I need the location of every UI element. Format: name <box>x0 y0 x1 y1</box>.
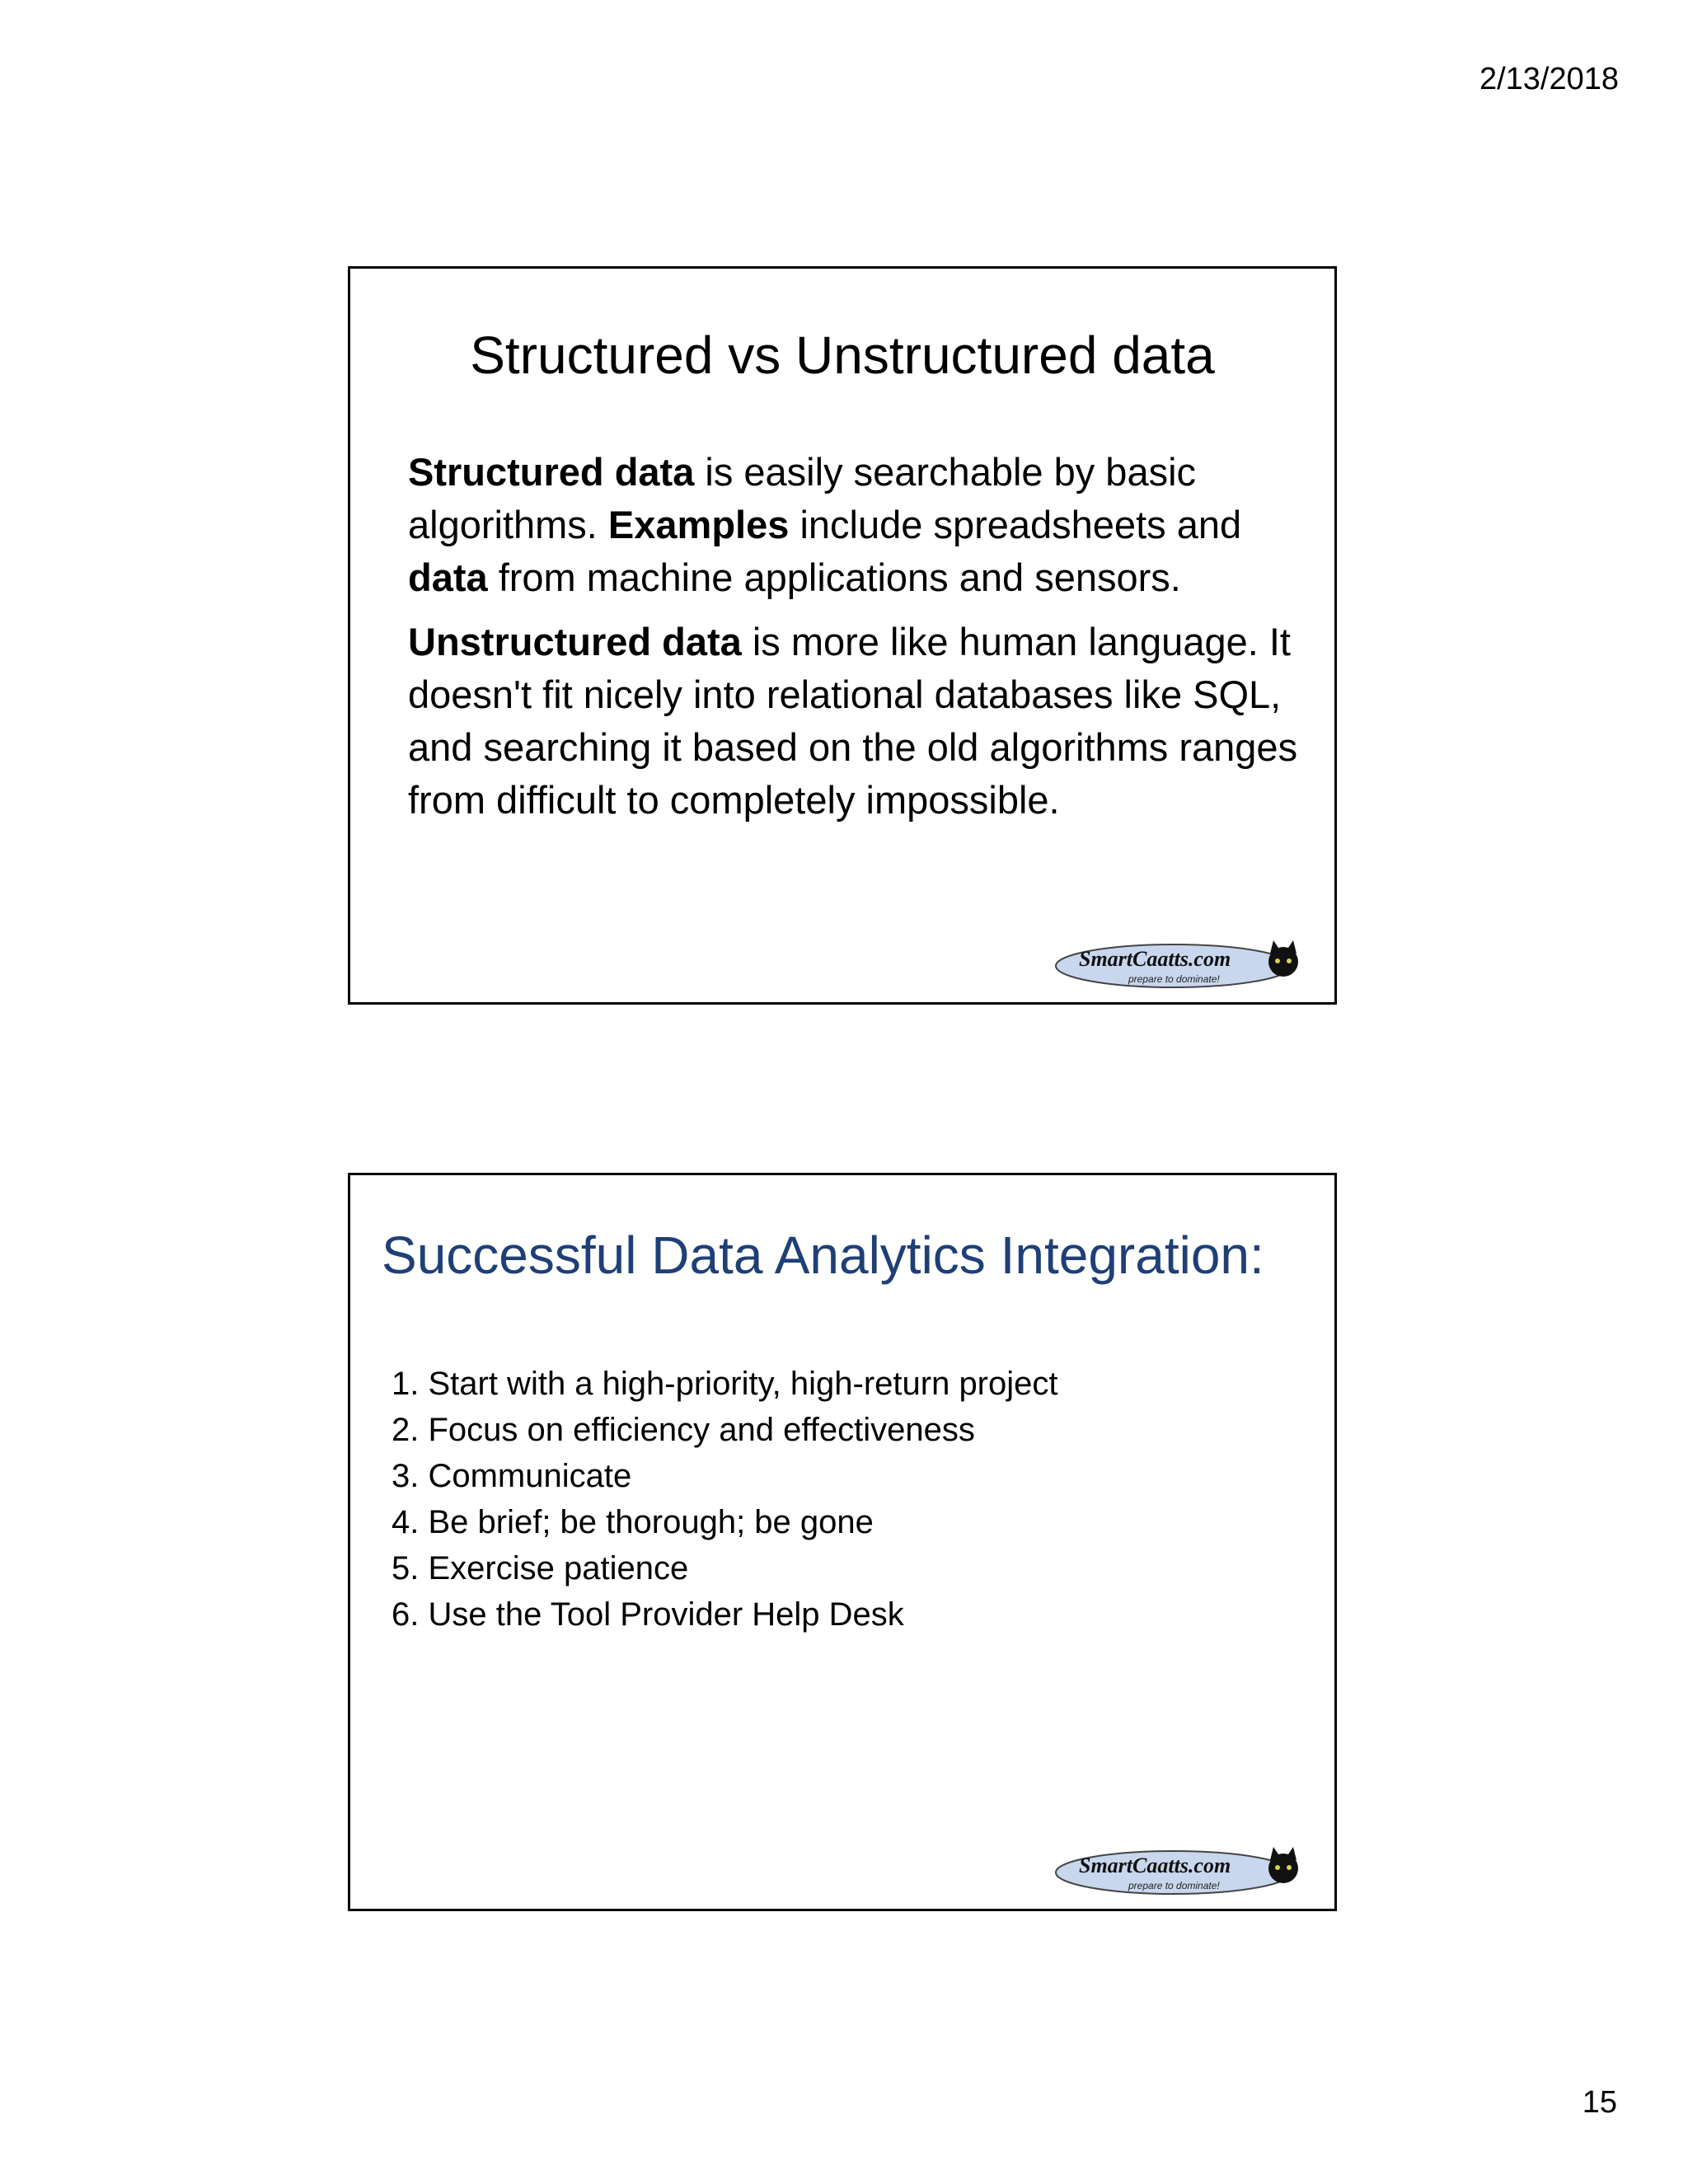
slide-structured-vs-unstructured <box>348 266 1337 1005</box>
paragraph-text: include spreadsheets and <box>789 503 1242 546</box>
structured-data-paragraph <box>408 446 1298 604</box>
cat-icon <box>1268 1847 1298 1883</box>
logo-name: SmartCaatts.com <box>1079 1854 1231 1877</box>
page-number: 15 <box>1582 2085 1617 2120</box>
list-item: 2. Focus on efficiency and effectiveness <box>392 1412 975 1448</box>
slide-title: Successful Data Analytics Integration: <box>382 1226 1264 1285</box>
paragraph-text: from machine applications and sensors. <box>487 555 1181 599</box>
slide-successful-integration <box>348 1173 1337 1911</box>
logo-tagline: prepare to dominate! <box>1128 973 1220 985</box>
slide-title: Structured vs Unstructured data <box>470 326 1215 385</box>
bold-term: Structured data <box>408 450 695 494</box>
list-item: 6. Use the Tool Provider Help Desk <box>392 1596 904 1633</box>
bold-term: data <box>408 555 488 599</box>
smartcaatts-logo <box>1054 939 1310 990</box>
unstructured-data-paragraph <box>408 616 1298 827</box>
bold-term: Examples <box>607 503 790 546</box>
logo-name: SmartCaatts.com <box>1079 947 1231 971</box>
paragraph-text: is easily searchable by basic algorithms. <box>408 450 1197 546</box>
list-item: 4. Be brief; be thorough; be gone <box>392 1504 874 1540</box>
logo-tagline: prepare to dominate! <box>1128 1880 1220 1891</box>
list-item: 1. Start with a high-priority, high-return project <box>392 1366 1058 1402</box>
list-item: 5. Exercise patience <box>392 1550 689 1586</box>
list-item: 3. Communicate <box>392 1458 632 1494</box>
bold-term: Unstructured data <box>408 620 742 663</box>
paragraph-text: is more like human language. It doesn't fit nicely into relational databases like SQL, and searching it based on the old algorithms ranges from difficult to completely impossible. <box>408 620 1298 822</box>
page-date: 2/13/2018 <box>1479 62 1619 96</box>
integration-steps-list <box>392 1361 1058 1638</box>
smartcaatts-logo <box>1054 1845 1310 1896</box>
cat-icon <box>1268 940 1298 977</box>
slide-body <box>408 446 1298 838</box>
